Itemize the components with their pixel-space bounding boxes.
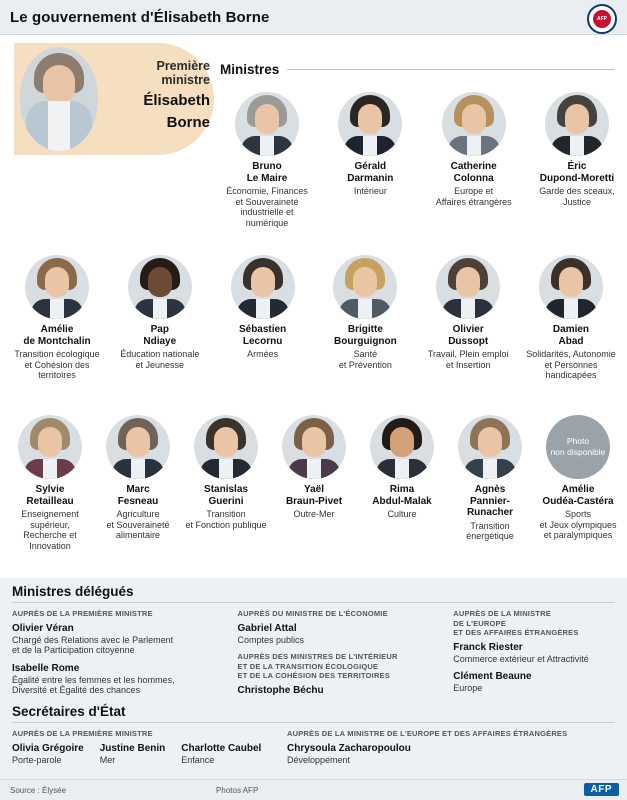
secretaire-name: Chrysoula Zacharopoulou <box>287 742 411 754</box>
secretaire-name: Charlotte Caubel <box>181 742 262 754</box>
pm-role-line1: Première <box>156 59 210 73</box>
no-photo-placeholder: Photo non disponible <box>546 415 610 479</box>
footer-credit: Photos AFP <box>216 785 259 795</box>
minister-avatar <box>370 415 434 479</box>
minister-portfolio: Garde des sceaux, Justice <box>539 186 615 207</box>
delegue-name: Isabelle Rome <box>12 662 80 674</box>
minister-name: Éric Dupond-Moretti <box>539 161 615 184</box>
minister-card <box>96 415 180 551</box>
prime-minister-avatar <box>20 47 98 151</box>
minister-avatar <box>539 255 603 319</box>
minister-portfolio: Transition énergétique <box>466 520 514 541</box>
minister-portfolio: Travail, Plein emploi et Insertion <box>427 349 509 370</box>
minister-card <box>8 415 92 551</box>
secretaire-entry <box>181 743 261 766</box>
minister-portfolio: Santé et Prévention <box>338 349 392 370</box>
delegue-name: Franck Riester <box>453 641 523 653</box>
minister-name: Amélie de Montchalin <box>23 324 91 347</box>
minister-card <box>222 92 312 228</box>
minister-avatar <box>128 255 192 319</box>
ministers-row-1 <box>222 92 622 228</box>
minister-avatar <box>106 415 170 479</box>
minister-portfolio: Outre-Mer <box>293 509 335 519</box>
secretaire-role: Mer <box>99 754 116 765</box>
minister-name: Damien Abad <box>552 324 590 347</box>
page-title: Le gouvernement d'Élisabeth Borne <box>10 8 270 26</box>
minister-avatar <box>338 92 402 156</box>
minister-avatar <box>545 92 609 156</box>
minister-card <box>316 255 414 381</box>
minister-name: Olivier Dussopt <box>448 324 489 347</box>
prime-minister-text <box>110 59 210 131</box>
delegue-name: Gabriel Attal <box>237 622 297 634</box>
delegue-name: Olivier Véran <box>12 622 74 634</box>
minister-name: Brigitte Bourguignon <box>334 324 397 347</box>
delegue-entry <box>238 623 454 646</box>
delegue-role: Comptes publics <box>237 634 305 645</box>
minister-name: Sébastien Lecornu <box>238 324 287 347</box>
header <box>0 0 627 35</box>
pm-name-line1: Élisabeth <box>143 92 210 109</box>
minister-card <box>448 415 532 551</box>
secretaire-entry <box>100 743 166 766</box>
minister-portfolio: Transition écologique et Cohésion des territoires <box>14 349 100 380</box>
heading-rule <box>12 602 615 603</box>
minister-name: Pap Ndiaye <box>143 324 177 347</box>
delegue-role: Europe <box>453 683 483 693</box>
column-title: AUPRÈS DE LA MINISTRE DE L'EUROPE ET DES AFFAIRES ÉTRANGÈRES <box>453 609 579 637</box>
minister-avatar <box>333 255 397 319</box>
minister-portfolio: Culture <box>387 509 417 519</box>
minister-name: Bruno Le Maire <box>246 161 288 184</box>
secretaire-name: Olivia Grégoire <box>12 742 84 754</box>
minister-name: Catherine Colonna <box>450 161 497 184</box>
section-heading-ministres-delegues: Ministres délégués <box>12 584 134 599</box>
minister-card <box>272 415 356 551</box>
column-title: AUPRÈS DE LA PREMIÈRE MINISTRE <box>12 609 153 618</box>
minister-portfolio: Transition et Fonction publique <box>185 509 267 530</box>
minister-portfolio: Europe et Affaires étrangères <box>435 186 512 207</box>
minister-card <box>522 255 620 381</box>
minister-avatar <box>436 255 500 319</box>
minister-card <box>360 415 444 551</box>
delegue-role: Commerce extérieur et Attractivité <box>453 653 589 664</box>
minister-portfolio: Agriculture et Souveraineté alimentaire <box>106 509 170 540</box>
pm-role-line2: ministre <box>161 73 210 87</box>
minister-name: Amélie Oudéa-Castéra <box>542 484 614 507</box>
minister-name: Sylvie Retailleau <box>26 484 74 507</box>
delegue-entry <box>453 642 615 665</box>
secretaire-role: Porte-parole <box>12 754 62 765</box>
minister-avatar <box>194 415 258 479</box>
minister-avatar <box>18 415 82 479</box>
minister-portfolio: Sports et Jeux olympiques et paralympiques <box>539 509 617 540</box>
delegue-name: Clément Beaune <box>453 671 532 682</box>
minister-card <box>532 92 622 228</box>
afp-badge: AFP <box>584 783 620 796</box>
minister-avatar <box>235 92 299 156</box>
column-title: AUPRÈS DE LA PREMIÈRE MINISTRE <box>12 729 153 738</box>
secretaires-left-list <box>12 743 287 766</box>
delegue-entry <box>12 663 238 696</box>
minister-name: Agnès Pannier-Runacher <box>466 484 514 518</box>
minister-name: Stanislas Guerini <box>204 484 248 507</box>
ministres-delegues-block <box>0 578 627 698</box>
minister-avatar <box>231 255 295 319</box>
delegue-name: Christophe Béchu <box>237 684 324 696</box>
secretaires-block <box>0 698 627 780</box>
minister-name: Rima Abdul-Malak <box>372 484 432 507</box>
ministers-row-3 <box>8 415 620 551</box>
minister-portfolio: Solidarités, Autonomie et Personnes handicapées <box>526 349 616 380</box>
secretaire-entry <box>12 743 84 766</box>
column-title: AUPRÈS DE LA MINISTRE DE L'EUROPE ET DES AFFAIRES ÉTRANGÈRES <box>287 729 568 738</box>
minister-card <box>325 92 415 228</box>
minister-avatar <box>282 415 346 479</box>
minister-portfolio: Armées <box>247 349 279 359</box>
minister-avatar <box>25 255 89 319</box>
ministers-row-2 <box>8 255 620 381</box>
pm-name-line2: Borne <box>166 114 210 131</box>
section-heading-ministres-label: Ministres <box>220 62 280 77</box>
delegue-role: Égalité entre les femmes et les hommes, Diversité et Égalité des chances <box>12 674 175 695</box>
minister-card <box>8 255 106 381</box>
heading-rule <box>12 722 615 723</box>
section-heading-secretaires: Secrétaires d'État <box>12 704 126 719</box>
minister-card <box>536 415 620 551</box>
minister-portfolio: Économie, Finances et Souveraineté industrielle et numérique <box>226 186 308 228</box>
column-title: AUPRÈS DES MINISTRES DE L'INTÉRIEUR ET DE LA TRANSITION ÉCOLOGIQUE ET DE LA COHÉSION DES TERRITOIRES <box>237 652 398 680</box>
delegue-entry <box>12 623 238 656</box>
minister-card <box>111 255 209 381</box>
minister-avatar <box>442 92 506 156</box>
minister-portfolio: Enseignement supérieur, Recherche et Innovation <box>21 509 79 551</box>
secretaires-right-list <box>287 743 607 766</box>
minister-card <box>429 92 519 228</box>
secretaires-column-right <box>287 729 607 765</box>
secretaire-name: Justine Benin <box>99 742 166 754</box>
delegue-entry <box>453 671 615 694</box>
minister-name: Yaël Braun-Pivet <box>285 484 343 507</box>
minister-portfolio: Éducation nationale et Jeunesse <box>120 349 200 370</box>
afp-logo-inner: AFP <box>593 10 611 28</box>
footer-source: Source : Élysée <box>10 785 67 795</box>
minister-avatar <box>458 415 522 479</box>
section-heading-ministres <box>220 62 615 77</box>
minister-card <box>184 415 268 551</box>
heading-rule <box>287 69 615 70</box>
secretaire-role: Développement <box>287 754 351 765</box>
minister-card <box>214 255 312 381</box>
secretaire-role: Enfance <box>181 754 215 765</box>
secretaire-entry <box>287 743 607 766</box>
delegue-role: Chargé des Relations avec le Parlement et de la Participation citoyenne <box>12 634 174 655</box>
minister-name: Marc Fesneau <box>117 484 159 507</box>
minister-name: Gérald Darmanin <box>347 161 394 184</box>
minister-card <box>419 255 517 381</box>
footer <box>0 779 627 800</box>
secretaires-column-left <box>12 729 287 765</box>
afp-logo-icon <box>587 4 617 34</box>
minister-portfolio: Intérieur <box>353 186 387 196</box>
column-title: AUPRÈS DU MINISTRE DE L'ÉCONOMIE <box>237 609 388 618</box>
